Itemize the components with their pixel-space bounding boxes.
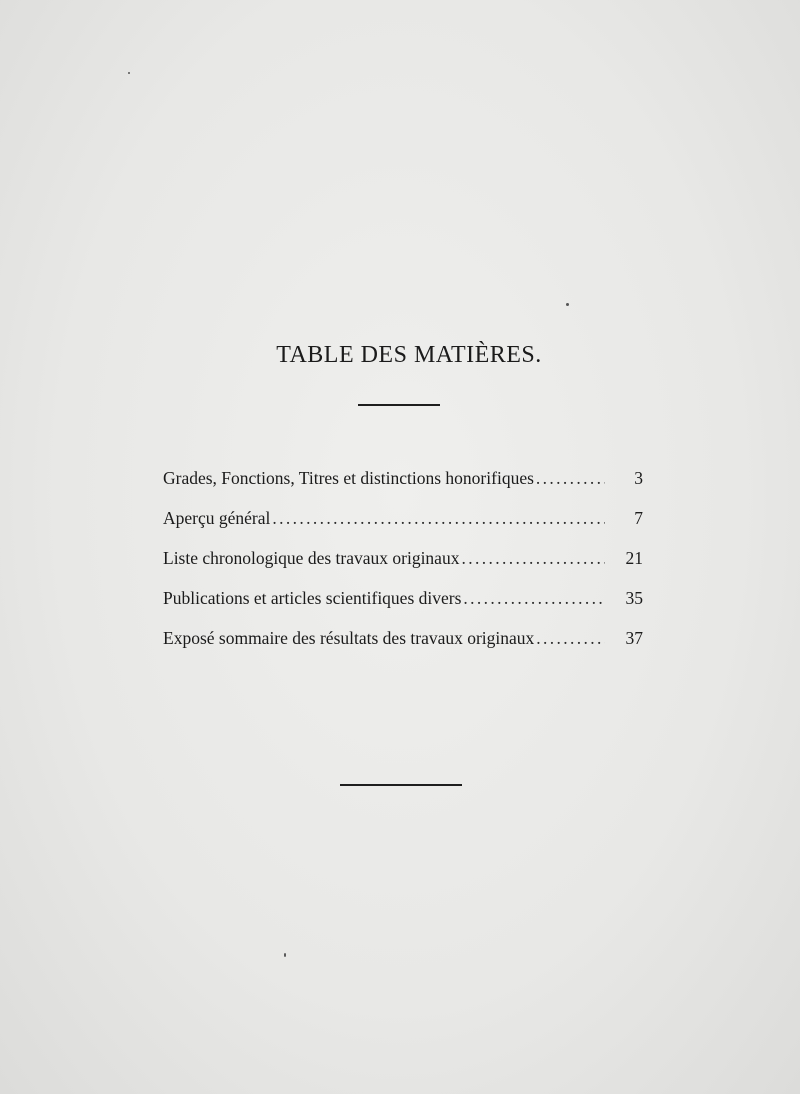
toc-entry[interactable] xyxy=(163,588,643,628)
title-divider xyxy=(358,404,440,406)
bottom-divider xyxy=(340,784,462,786)
toc-entry-page: 7 xyxy=(634,508,643,528)
paper-speck xyxy=(566,303,569,306)
toc-entry[interactable] xyxy=(163,468,643,508)
toc-leader-dots xyxy=(536,628,605,649)
toc-entry[interactable] xyxy=(163,628,643,668)
toc-leader-dots xyxy=(461,548,605,569)
toc-entry-label: Publications et articles scientifiques divers xyxy=(163,588,462,608)
toc-entry[interactable] xyxy=(163,548,643,588)
paper-speck xyxy=(128,72,130,74)
toc-leader-dots xyxy=(536,468,605,489)
paper-speck xyxy=(284,953,286,957)
toc-entry-label: Aperçu général xyxy=(163,508,271,528)
page-title: TABLE DES MATIÈRES. xyxy=(276,342,542,368)
toc-entry-page: 21 xyxy=(625,548,643,568)
toc-entry-label: Liste chronologique des travaux originaux xyxy=(163,548,460,568)
toc-leader-dots xyxy=(272,508,605,529)
toc-leader-dots xyxy=(463,588,605,609)
table-of-contents xyxy=(163,468,643,668)
toc-entry-page: 3 xyxy=(634,468,643,488)
toc-entry-label: Grades, Fonctions, Titres et distinctions honorifiques xyxy=(163,468,534,488)
toc-entry[interactable] xyxy=(163,508,643,548)
toc-entry-page: 35 xyxy=(625,588,643,608)
toc-entry-page: 37 xyxy=(625,628,643,648)
toc-entry-label: Exposé sommaire des résultats des travaux originaux xyxy=(163,628,535,648)
